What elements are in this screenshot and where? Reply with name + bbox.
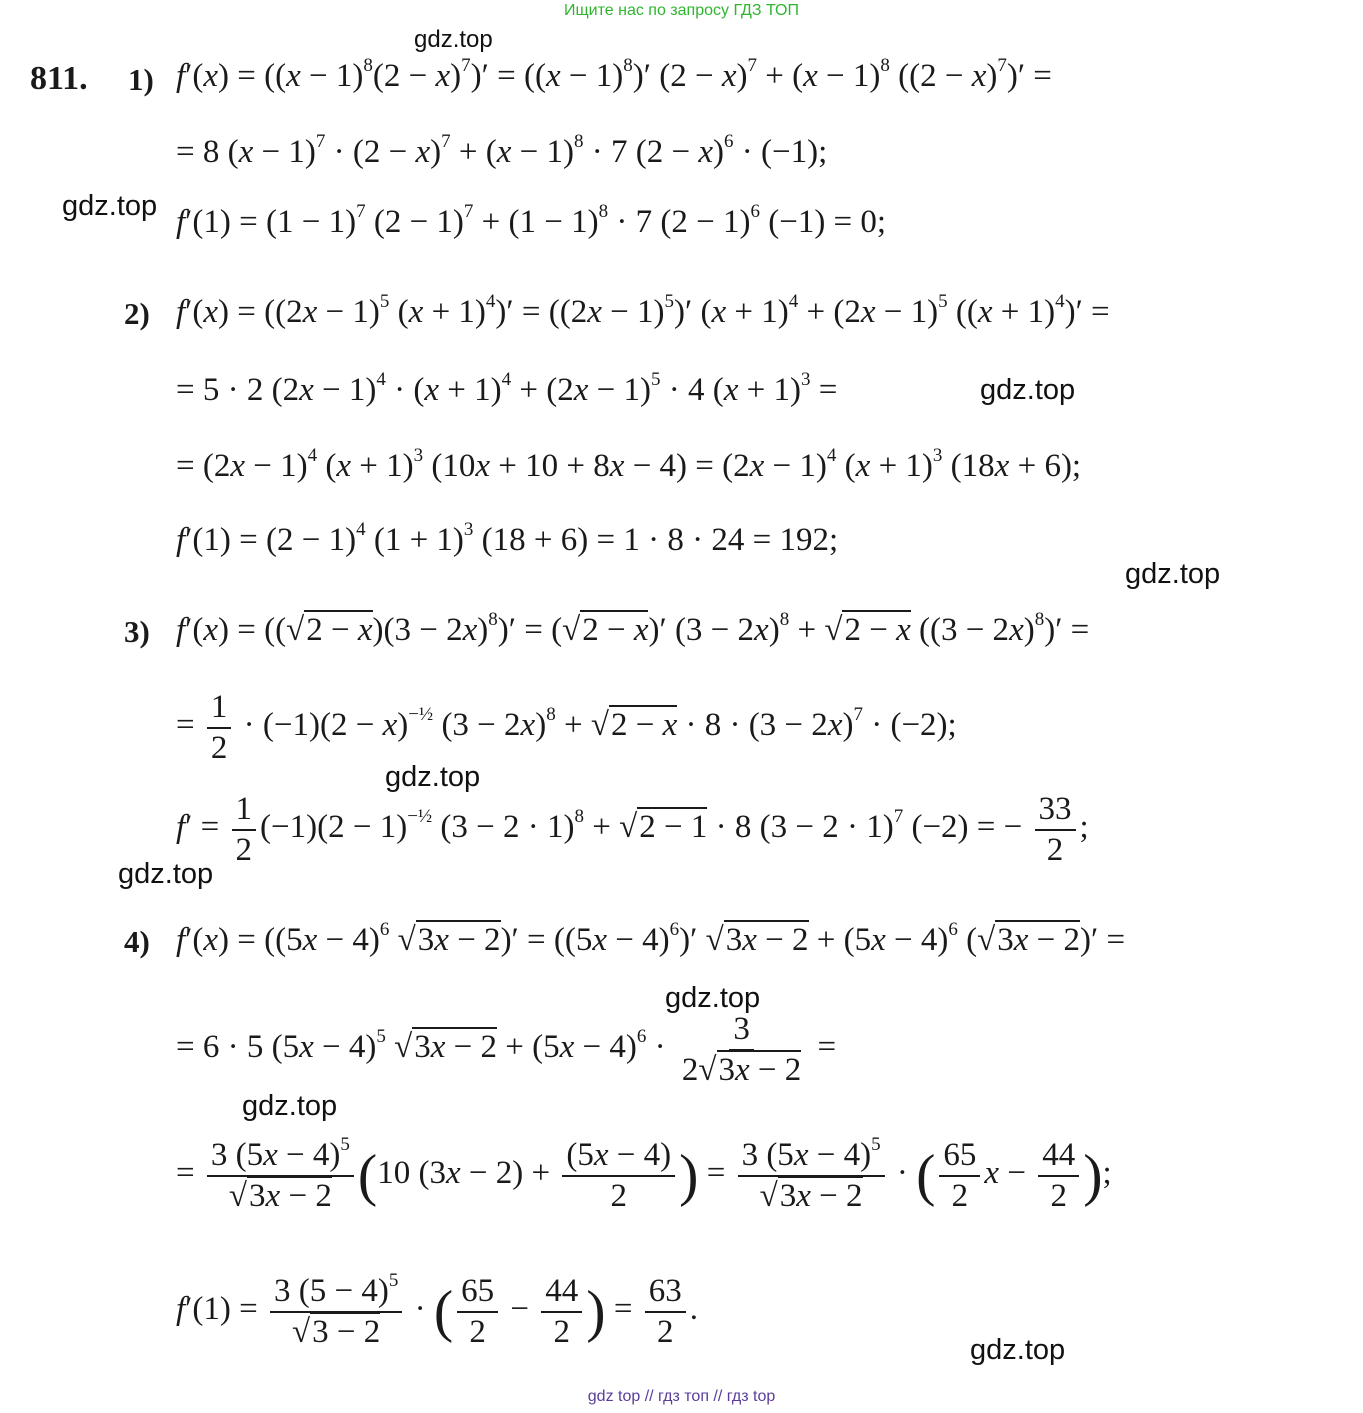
watermark: gdz.top — [62, 190, 158, 222]
watermark: gdz.top — [980, 374, 1076, 406]
formula-line: = 8 $(x - 1)^7 \cdot (2 - x)^7 + (x - 1)^8 \cdot 7$ $(2 - x)^6 \cdot (-1)$; — [176, 131, 828, 170]
part-label-1: 1) — [128, 62, 154, 97]
watermark: gdz.top — [385, 761, 481, 793]
watermark: gdz.top — [665, 982, 761, 1014]
formula-line: = 6 · 5 $(5x - 4)^5$ $√3x - 2 + (5x - 4)^6$ · $\frac{3}{2√3x - 2}$ = — [176, 1011, 837, 1088]
formula-line: $f'(x) = ((2x - 1)^5$ $(x + 1)^4)' = ((2x - 1)^5)'$ $(x + 1)^4 + (2x - 1)^5$ $((x + 1)^4)'$ = — [176, 291, 1110, 330]
formula-line: $f'(x) = ((√2 - x)(3 - 2x)^8)' = (√2 - x)'$ $(3 - 2x)^8 + √2 - x$ $((3 - 2x)^8)'$ = — [176, 609, 1090, 648]
watermark: gdz.top — [970, 1334, 1066, 1366]
watermark: gdz.top — [414, 26, 493, 53]
formula-line: f′(1) = $\frac{3 (5 - 4)^5}{√3 - 2}$ · ( $\frac{65}{2}$ − $\frac{44}{2}$ ) = $\frac{63}{2}$ . — [176, 1270, 698, 1350]
formula-line: = 5 · 2 $(2x - 1)^4 \cdot (x + 1)^4 + (2x - 1)^5 \cdot 4$ $(x + 1)^3$ = — [176, 369, 838, 408]
formula-line: $f'(1) = (1 - 1)^7$ $(2 - 1)^7 + (1 - 1)^8 \cdot 7$ $(2 - 1)^6$ (−1) = 0; — [176, 201, 887, 240]
formula-line: = $\frac{3 (5x - 4)^5}{√3x - 2}$ (10 (3x − 2) + $\frac{(5x - 4)}{2}$ ) = $\frac{3 (5x - 4)^5}{√3x - 2}$ · ( $\frac{65}{2}$ x − $\frac{44}{2}$ ); — [176, 1134, 1112, 1214]
formula-line: $f'(x) = ((x - 1)^8(2 - x)^7)' = ((x - 1)^8)'$ $(2 - x)^7 + (x - 1)^8$ $((2 - x)^7)'$ = — [176, 55, 1052, 94]
watermark: gdz.top — [118, 858, 214, 890]
part-label-3: 3) — [124, 614, 150, 649]
formula-line: $f'(x) = ((5x - 4)^6$ $√3x - 2)' = ((5x - 4)^6)'$ $√3x - 2 + (5x - 4)^6$ (√3x − 2)′ = — [176, 919, 1126, 958]
watermark: gdz.top — [1125, 558, 1221, 590]
part-label-4: 4) — [124, 924, 150, 959]
watermark: gdz.top — [242, 1090, 338, 1122]
footer-links[interactable]: gdz top // гдз топ // гдз top — [587, 1388, 776, 1405]
formula-line: = $\frac{1}{2}$ · $(-1)(2 - x)^{-\frac{1}{2}}$ $(3 - 2x)^8 + √2 - x \cdot 8 \cdot (3 - 2x)^7 \cdot (-2)$; — [176, 689, 957, 766]
header-search-hint[interactable]: Ищите нас по запросу ГДЗ ТОП — [564, 2, 799, 19]
problem-number: 811. — [30, 60, 88, 97]
formula-line: $f'(1) = (2 - 1)^4$ $(1 + 1)^3$ (18 + 6) = 1 · 8 · 24 = 192; — [176, 519, 839, 558]
part-label-2: 2) — [124, 296, 150, 331]
formula-line: = $(2x - 1)^4$ $(x + 1)^3$ $(10x + 10 + 8x - 4) = (2x - 1)^4$ $(x + 1)^3$ (18x + 6); — [176, 445, 1082, 484]
formula-line: f′ = $\frac{1}{2}$ $(-1)(2 - 1)^{-\frac{1}{2}}$ $(3 - 2 \cdot 1)^8 + √2 - 1 \cdot 8$ $(3 - 2 \cdot 1)^7$ (−2) = − $\frac{33}{2}$ ; — [176, 791, 1089, 868]
